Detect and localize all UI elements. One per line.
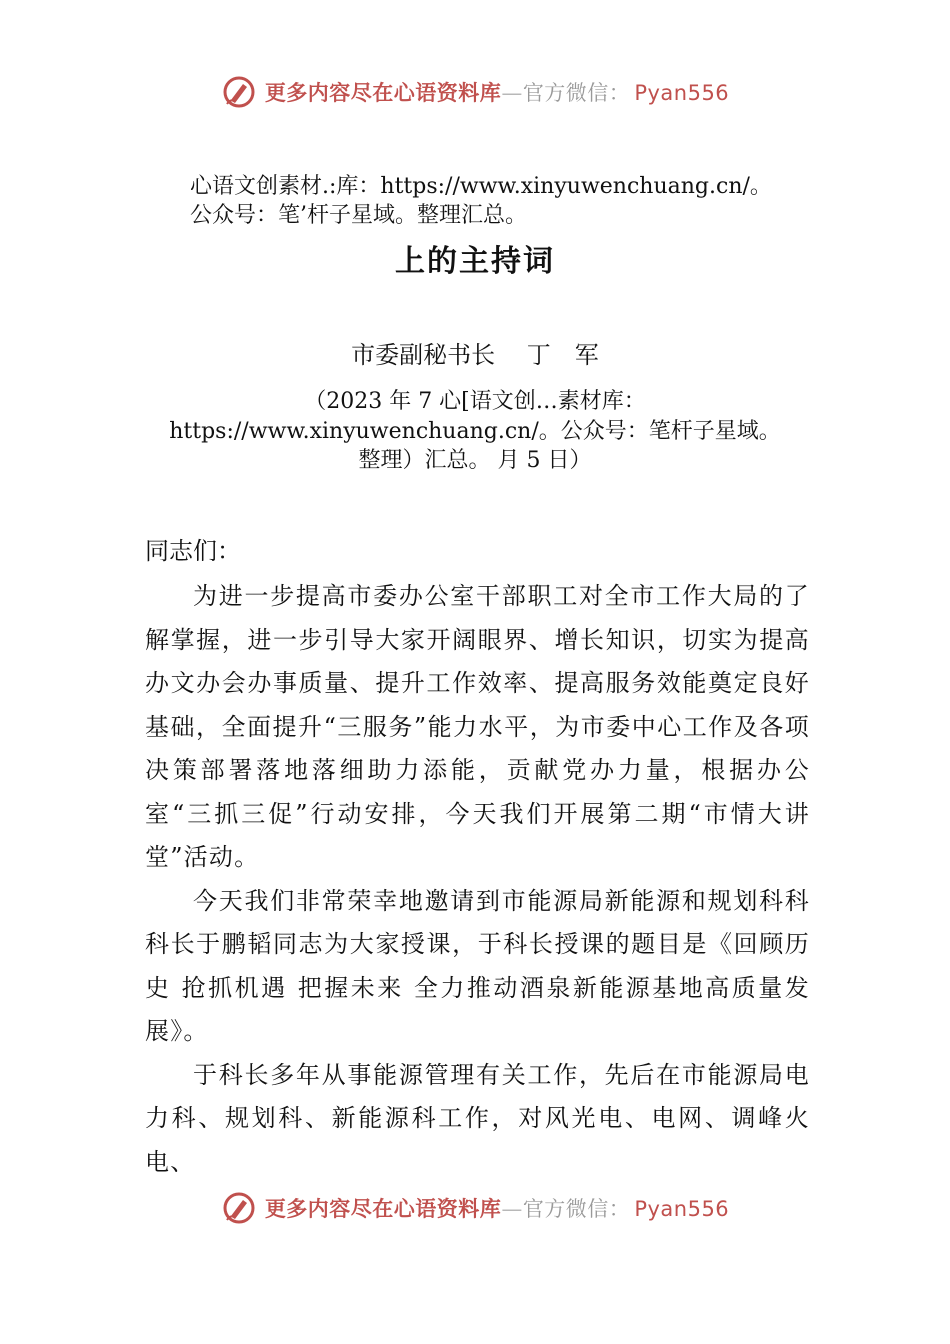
paragraph: 于科长多年从事能源管理有关工作，先后在市能源局电力科、规划科、新能源科工作，对风光电、电网、调峰火电、: [145, 1060, 810, 1176]
brand-logo-icon: [221, 1190, 257, 1226]
paragraph: 为进一步提高市委办公室干部职工对全市工作大局的了解掌握，进一步引导大家开阔眼界、增长知识，切实为提高办文办会办事质量、提升工作效率、提高服务效能奠定良好基础，全面提升“三服务”能力水平，为市委中心工作及各项决策部署落地落细助力添能，贡献党办力量，根据办公室“三抓三促”行动安排，今天我们开展第二期“市情大讲堂”活动。: [145, 582, 810, 871]
date-line-2: https://www.xinyuwenchuang.cn/。公众号：笔杆子星域。: [169, 419, 781, 444]
header-note-line-1: 心语文创素材.:库：https://www.xinyuwenchuang.cn/。: [190, 174, 772, 199]
banner-wechat-label: 官方微信：: [522, 1197, 631, 1221]
banner-wechat-id: Pyan556: [634, 81, 730, 105]
banner-main-text: 更多内容尽在心语资料库: [264, 1197, 502, 1221]
header-note-line-2: 公众号：笔’杆子星域。整理汇总。: [190, 203, 527, 228]
banner-wechat-id: Pyan556: [634, 1197, 730, 1221]
page-title: 上的主持词: [395, 244, 555, 279]
date-line-1: （2023 年 7 心[语文创…素材库：: [304, 389, 646, 414]
banner-dash: —: [501, 81, 523, 105]
bottom-watermark-banner: [0, 1186, 950, 1230]
banner-text: [265, 1193, 729, 1223]
banner-dash: —: [501, 1197, 523, 1221]
banner-wechat-label: 官方微信：: [522, 81, 631, 105]
banner-main-text: 更多内容尽在心语资料库: [264, 81, 502, 105]
top-watermark-banner: [0, 70, 950, 114]
date-line-3: 整理）汇总。 月 5 日）: [358, 448, 592, 473]
paragraph: 今天我们非常荣幸地邀请到市能源局新能源和规划科科科长于鹏韬同志为大家授课，于科长授课的题目是《回顾历史 抢抓机遇 把握未来 全力推动酒泉新能源基地高质量发展》。: [145, 886, 810, 1045]
body-text: [145, 575, 810, 1184]
brand-logo-icon: [221, 74, 257, 110]
banner-text: [265, 77, 729, 107]
salutation: 同志们：: [145, 537, 241, 565]
author-line: 市委副秘书长 丁 军: [351, 341, 599, 369]
